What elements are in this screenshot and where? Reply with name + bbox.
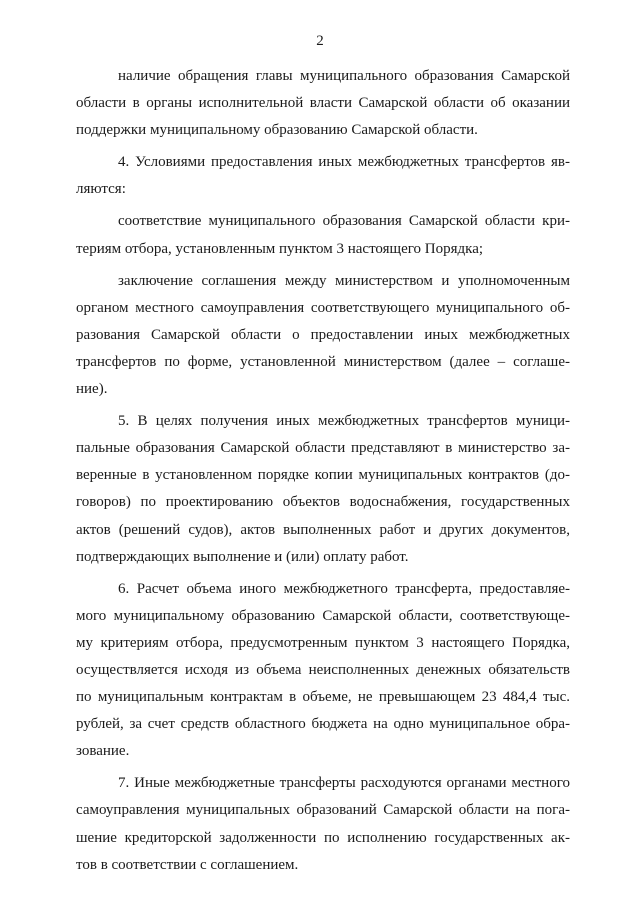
text-line: териям отбора, установленным пунктом 3 настоящего Порядка; bbox=[76, 240, 484, 257]
text-line: 7. Иные межбюджетные трансферты расходуются органами местного bbox=[118, 775, 570, 792]
text-line: самоуправления муниципальных образований Самарской области на пога- bbox=[76, 802, 570, 819]
text-line: трансфертов по форме, установленной министерством (далее – соглаше- bbox=[76, 353, 570, 370]
text-line: му критериям отбора, предусмотренным пунктом 3 настоящего Порядка, bbox=[76, 634, 570, 651]
text-line: органом местного самоуправления соответствующего муниципального об- bbox=[76, 299, 570, 316]
text-line: ляются: bbox=[76, 181, 126, 198]
paragraph bbox=[76, 268, 570, 403]
paragraph bbox=[76, 770, 570, 878]
text-line: 5. В целях получения иных межбюджетных трансфертов муници- bbox=[118, 413, 570, 430]
page-number: 2 bbox=[316, 33, 324, 49]
text-line: области в органы исполнительной власти Самарской области об оказании bbox=[76, 95, 570, 112]
text-line: мого муниципальному образованию Самарской области, соответствующе- bbox=[76, 607, 570, 624]
text-line: разования Самарской области о предоставлении иных межбюджетных bbox=[76, 326, 570, 343]
document-body bbox=[76, 63, 570, 879]
text-line: тов в соответствии с соглашением. bbox=[76, 856, 299, 873]
text-line: по муниципальным контрактам в объеме, не превышающем 23 484,4 тыс. bbox=[76, 689, 570, 706]
text-line: заключение соглашения между министерством и уполномоченным bbox=[118, 272, 570, 289]
text-line: 4. Условиями предоставления иных межбюджетных трансфертов яв- bbox=[118, 154, 570, 171]
text-line: рублей, за счет средств областного бюджета на одно муниципальное обра- bbox=[76, 716, 570, 733]
text-line: поддержки муниципальному образованию Самарской области. bbox=[76, 122, 478, 139]
text-line: 6. Расчет объема иного межбюджетного трансферта, предоставляе- bbox=[118, 580, 570, 597]
paragraph bbox=[76, 576, 570, 766]
text-line: наличие обращения главы муниципального образования Самарской bbox=[118, 68, 570, 84]
text-line: зование. bbox=[76, 743, 130, 760]
text-line: веренные в установленном порядке копии муниципальных контрактов (до- bbox=[76, 467, 570, 484]
text-line: актов (решений судов), актов выполненных работ и других документов, bbox=[76, 521, 570, 538]
text-line: осуществляется исходя из объема неисполненных денежных обязательств bbox=[76, 661, 570, 678]
paragraph bbox=[76, 408, 570, 571]
paragraph bbox=[76, 63, 570, 144]
text-line: говоров) по проектированию объектов водоснабжения, государственных bbox=[76, 494, 570, 511]
paragraph bbox=[76, 149, 570, 203]
paragraph bbox=[76, 208, 570, 262]
text-line: ние). bbox=[76, 381, 108, 398]
text-line: пальные образования Самарской области представляют в министерство за- bbox=[76, 440, 570, 457]
text-line: шение кредиторской задолженности по исполнению государственных ак- bbox=[76, 829, 570, 846]
text-line: подтверждающих выполнение и (или) оплату работ. bbox=[76, 548, 409, 565]
text-line: соответствие муниципального образования Самарской области кри- bbox=[118, 213, 570, 230]
